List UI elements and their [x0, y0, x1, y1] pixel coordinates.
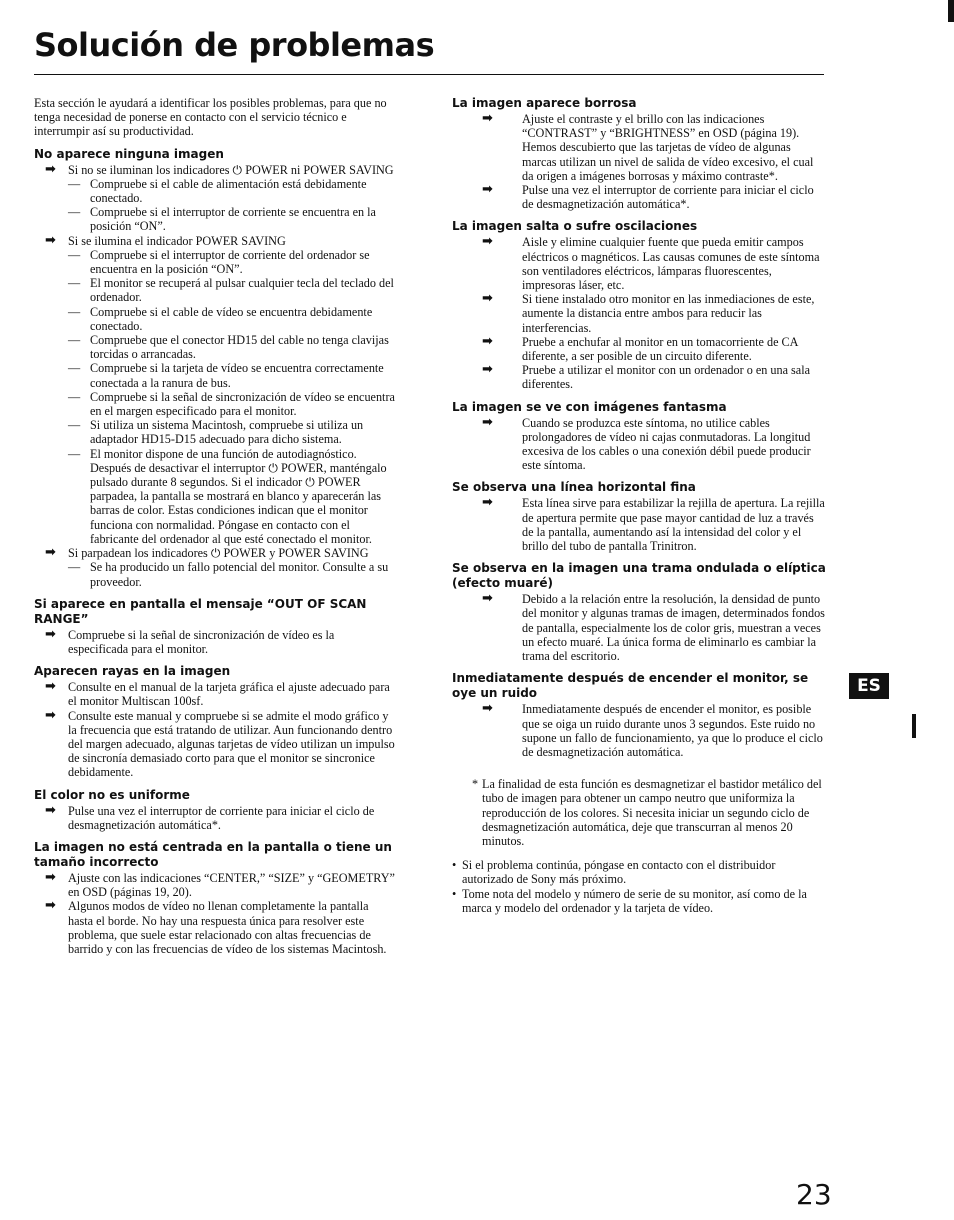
list-item — [34, 871, 396, 899]
section — [452, 561, 826, 663]
section-heading: La imagen aparece borrosa — [452, 96, 637, 110]
sub-item — [68, 305, 396, 333]
intro-paragraph: Esta sección le ayudará a identificar los posibles problemas, para que no tenga necesidad de ponerse en contacto con el servicio técnico e interrumpir así su productividad. — [34, 96, 387, 139]
arrow-icon: ➡ — [482, 333, 493, 349]
item-text: Debido a la relación entre la resolución, la densidad de punto del monitor y algunas tramas de imagen, determinados fondos de pantalla, especialmente los de color gris, muestran a veces un efecto muaré. La única forma de eliminarlo es cambiar la trama del escritorio. — [522, 592, 825, 664]
section-heading: El color no es uniforme — [34, 787, 190, 802]
dash-mark: — — [68, 304, 81, 319]
bullet-list — [452, 858, 826, 915]
arrow-icon: ➡ — [45, 161, 56, 177]
language-badge: ES — [849, 673, 889, 699]
arrow-icon: ➡ — [482, 291, 493, 307]
section — [452, 671, 826, 759]
footnote-text: La finalidad de esta función es desmagnetizar el bastidor metálico del tubo de imagen para obtener un campo neutro que uniformiza la reproducción de los colores. Si necesita iniciar un segundo ciclo de desmagnetización automática, deje que transcurran al menos 20 minutos. — [482, 777, 822, 848]
arrow-icon: ➡ — [482, 182, 493, 198]
arrow-icon: ➡ — [45, 898, 56, 914]
section — [452, 96, 826, 211]
section-heading: Se observa en la imagen una trama ondulada o elíptica (efecto muaré) — [452, 561, 826, 591]
dash-mark: — — [68, 333, 81, 348]
list-item — [452, 183, 826, 211]
arrow-icon: ➡ — [45, 802, 56, 818]
arrow-icon: ➡ — [482, 495, 493, 511]
item-text: Pruebe a enchufar al monitor en un tomacorriente de CA diferente, a ser posible de un circuito diferente. — [522, 334, 798, 364]
item-text: Ajuste el contraste y el brillo con las indicaciones “CONTRAST” y “BRIGHTNESS” en OSD (página 19). Hemos descubierto que las tarjetas de vídeo de algunas marcas utilizan un nivel de salida de vídeo excesivo, el cual da origen a imágenes borrosas y máximo contraste*. — [522, 112, 814, 183]
sub-item — [68, 447, 396, 546]
sub-item — [68, 361, 396, 389]
item-text: Pulse una vez el interruptor de corriente para iniciar el ciclo de desmagnetización automática*. — [522, 183, 814, 212]
sub-item-text: El monitor se recuperá al pulsar cualquier tecla del teclado del ordenador. — [90, 276, 394, 305]
section-heading: Se observa una línea horizontal fina — [452, 480, 696, 495]
section — [34, 788, 396, 832]
bullet-item — [452, 887, 826, 915]
corner-mark — [948, 0, 954, 22]
bullet-item — [452, 858, 826, 886]
list-item — [34, 804, 396, 832]
dash-mark: — — [68, 247, 81, 262]
list-item — [452, 416, 826, 473]
page-number: 23 — [796, 1178, 832, 1211]
dash-mark: — — [68, 446, 81, 461]
arrow-icon: ➡ — [45, 869, 56, 885]
section — [34, 147, 396, 589]
arrow-icon: ➡ — [482, 591, 493, 607]
list-item — [452, 592, 826, 663]
item-text: Consulte en el manual de la tarjeta gráfica el ajuste adecuado para el monitor Multiscan 100sf. — [68, 680, 390, 709]
section-heading: Inmediatamente después de encender el monitor, se oye un ruido — [452, 671, 809, 701]
list-item — [452, 702, 826, 759]
item-text: Consulte este manual y compruebe si se admite el modo gráfico y la frecuencia que está tratando de utilizar. Aun funcionando dentro del margen adecuado, algunas tarjetas de vídeo utilizan un impulso de sincronía demasiado corto para que el monitor se sincronice debidamente. — [68, 708, 395, 780]
sub-item — [68, 248, 396, 276]
sub-item-text: Compruebe si el interruptor de corriente del ordenador se encuentra en la posición “ON”. — [90, 247, 370, 277]
list-item — [34, 680, 396, 708]
sub-item — [68, 560, 396, 588]
page-title: Solución de problemas — [34, 26, 435, 64]
section — [34, 840, 396, 956]
sub-item — [68, 276, 396, 304]
arrow-icon: ➡ — [482, 414, 493, 430]
title-rule — [34, 74, 824, 75]
sub-item-text: Si utiliza un sistema Macintosh, compruebe si utiliza un adaptador HD15-D15 adecuado para dicho sistema. — [90, 418, 364, 447]
section-heading: La imagen salta o sufre oscilaciones — [452, 219, 698, 234]
arrow-icon: ➡ — [482, 701, 493, 717]
sub-item-text: El monitor dispone de una función de autodiagnóstico. Después de desactivar el interruptor ⏻ POWER, manténgalo pulsado durante 8 segundos. Si el indicador ⏻ POWER parpadea, la pantalla se mostrará en blanco y aparecerán las barras de color. Estas condiciones indican que el monitor funciona con normalidad. Póngase en contacto con el fabricante del ordenador al que esté conectado el monitor. — [90, 446, 387, 546]
item-text: Cuando se produzca este síntoma, no utilice cables prolongadores de vídeo ni cajas conmutadoras. La longitud excesiva de los cables o una conexión débil puede producir este síntoma. — [522, 415, 811, 473]
left-sections — [34, 147, 396, 957]
arrow-icon: ➡ — [45, 679, 56, 695]
right-sections — [452, 96, 826, 759]
sub-item-text: Se ha producido un fallo potencial del monitor. Consulte a su proveedor. — [90, 560, 389, 589]
list-item — [452, 292, 826, 335]
list-item — [452, 335, 826, 363]
list-item — [34, 628, 396, 656]
item-text: Si tiene instalado otro monitor en las inmediaciones de este, aumente la distancia entre ambos para reducir las interferencias. — [522, 292, 815, 335]
section — [34, 664, 396, 779]
dash-mark: — — [68, 560, 81, 575]
right-column — [452, 96, 826, 915]
dash-mark: — — [68, 389, 81, 404]
bullet-dot: • — [452, 886, 457, 901]
list-item — [452, 363, 826, 391]
sub-item — [68, 333, 396, 361]
list-item — [452, 496, 826, 553]
dash-mark: — — [68, 418, 81, 433]
arrow-icon: ➡ — [45, 232, 56, 248]
section-heading: Si aparece en pantalla el mensaje “OUT OF SCAN RANGE” — [34, 596, 367, 626]
item-text: Ajuste con las indicaciones “CENTER,” “SIZE” y “GEOMETRY” en OSD (páginas 19, 20). — [68, 870, 395, 900]
item-text: Pruebe a utilizar el monitor con un ordenador o en una sala diferentes. — [522, 363, 811, 392]
item-text: Si no se iluminan los indicadores ⏻ POWER ni POWER SAVING — [68, 162, 394, 177]
list-item — [34, 546, 396, 560]
section-heading: La imagen se ve con imágenes fantasma — [452, 399, 727, 414]
bullet-text: Tome nota del modelo y número de serie de su monitor, así como de la marca y modelo del ordenador y la tarjeta de vídeo. — [462, 886, 807, 915]
section — [34, 597, 396, 656]
sub-item — [68, 205, 396, 233]
arrow-icon: ➡ — [45, 545, 56, 561]
sub-item-text: Compruebe si la señal de sincronización de vídeo se encuentra en el margen especificado para el monitor. — [90, 389, 395, 419]
sub-item-text: Compruebe si la tarjeta de vídeo se encuentra correctamente conectada a la ranura de bus. — [90, 361, 384, 390]
section-heading: No aparece ninguna imagen — [34, 146, 224, 161]
list-item — [34, 163, 396, 177]
item-text: Si parpadean los indicadores ⏻ POWER y POWER SAVING — [68, 546, 369, 561]
section — [452, 480, 826, 553]
list-item — [34, 899, 396, 956]
list-item — [452, 112, 826, 183]
list-item — [34, 709, 396, 780]
section-heading: Aparecen rayas en la imagen — [34, 664, 231, 679]
section-heading: La imagen no está centrada en la pantalla o tiene un tamaño incorrecto — [34, 839, 392, 869]
arrow-icon: ➡ — [482, 234, 493, 250]
item-text: Aisle y elimine cualquier fuente que pueda emitir campos eléctricos o magnéticos. Las causas comunes de este síntoma son ventiladores eléctricos, lámparas fluorescentes, impresoras láser, etc. — [522, 235, 820, 293]
side-mark — [912, 714, 916, 738]
sub-item — [68, 177, 396, 205]
item-text: Compruebe si la señal de sincronización de vídeo es la especificada para el monitor. — [68, 627, 335, 656]
arrow-icon: ➡ — [482, 111, 493, 126]
bullet-text: Si el problema continúa, póngase en contacto con el distribuidor autorizado de Sony más próximo. — [462, 858, 776, 887]
arrow-icon: ➡ — [45, 626, 56, 642]
section — [452, 219, 826, 391]
dash-mark: — — [68, 205, 81, 220]
item-text: Pulse una vez el interruptor de corriente para iniciar el ciclo de desmagnetización automática*. — [68, 803, 375, 832]
list-item — [452, 235, 826, 292]
sub-item — [68, 390, 396, 418]
section — [452, 400, 826, 473]
bullet-dot: • — [452, 858, 457, 873]
left-column — [34, 96, 396, 964]
footnote-mark: * — [472, 777, 479, 792]
sub-item-text: Compruebe si el interruptor de corriente se encuentra en la posición “ON”. — [90, 205, 376, 234]
dash-mark: — — [68, 276, 81, 291]
sub-item-text: Compruebe si el cable de alimentación está debidamente conectado. — [90, 176, 367, 206]
arrow-icon: ➡ — [45, 707, 56, 723]
item-text: Inmediatamente después de encender el monitor, es posible que se oiga un ruido durante unos 3 segundos. Este ruido no supone un fallo de funcionamiento, ya que lo produce el ciclo de desmagnetización automática. — [522, 702, 823, 759]
item-text: Si se ilumina el indicador POWER SAVING — [68, 233, 286, 248]
dash-mark: — — [68, 176, 81, 191]
sub-item-text: Compruebe si el cable de vídeo se encuentra debidamente conectado. — [90, 304, 373, 333]
item-text: Esta línea sirve para estabilizar la rejilla de apertura. La rejilla de apertura permite que pase mayor cantidad de luz a través de la pantalla, aumentando así la intensidad del color y el brillo del tubo de pantalla Trinitron. — [522, 496, 825, 554]
footnote — [472, 777, 826, 848]
sub-item — [68, 418, 396, 446]
sub-item-text: Compruebe que el conector HD15 del cable no tenga clavijas torcidas o arrancadas. — [90, 333, 389, 362]
dash-mark: — — [68, 361, 81, 376]
item-text: Algunos modos de vídeo no llenan completamente la pantalla hasta el borde. No hay una respuesta única para resolver este problema, que suele estar relacionado con altas frecuencias de barrido y con las frecuencias de vídeo de los sistemas Macintosh. — [68, 899, 387, 956]
arrow-icon: ➡ — [482, 362, 493, 378]
list-item — [34, 234, 396, 248]
